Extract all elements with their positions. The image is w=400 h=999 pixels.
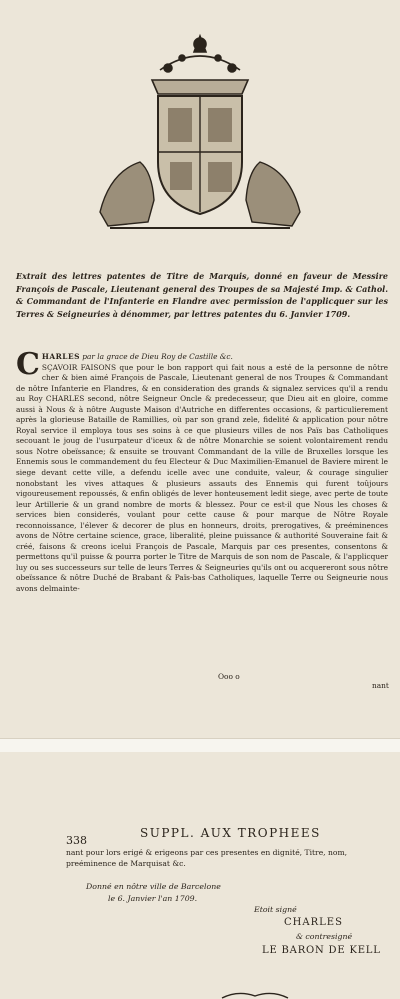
opening-name: HARLES (41, 352, 80, 361)
fleuron-ornament-icon (220, 990, 290, 999)
drop-capital: C (16, 347, 40, 382)
page-number: 338 (66, 834, 87, 847)
letters-patent-text (16, 347, 388, 595)
body-paragraph: SÇAVOIR FAISONS que pour le bon rapport qui fait nous a esté de la personne de nôtre cher & bien aimé François de Pascale, Lieutenant general de nos Troupes & Commandant de nôtre Infanterie en Flandres, & en consideration des grands & signalez services qu'il a rendu au Roy CHARLES second, nôtre Seigneur Oncle & predecesseur, que Dieu ait en gloire, comme aussi à Nous & à nôtre Auguste Maison d'Autriche en differentes occasions, & particulierement après la glorieuse Bataille de Ramillies, où par son grand zele, fidelité & application pour nôtre Royal service il employa tous ses soins à ce que plusieurs villes de nos Païs bas Catholiques secouant le joug de l'usurpateur d'iceux & de nôtre Monarchie se soient volontairement rendu sous Notre obeïssance; & ensuite se trouvant Commandant de la ville de Bruxelles lorsque les Ennemis sous le commandement du feu Electeur & Duc Maximilien-Emanuel de Baviere mirent le siege devant cette ville, a defendu icelle avec une conduite, valeur, & courage singulier nonobstant les vives attaques & plusieurs assauts des Ennemis qui furent toûjours vigoureusement repoussés, & enfin obligés de lever honteusement ledit siege, avec perte de toute leur Artillerie & un grand nombre de morts & blessez. Pour ce est-il que Nous les choses & services bien considerés, voulant pour cette cause & pour marque de Nôtre Royale reconnoissance, l'élever & decorer de plus en honneurs, droits, prerogatives, & preéminences avons de Nôtre certaine science, grace, liberalité, pleine puissance & authorité Souveraine fait & créé, faisons & creons icelui François de Pascale, Marquis par ces presentes, consentons & permettons qu'il puisse & pourra porter le Titre de Marquis de son nom de Pascale, & l'applicquer luy ou ses successeurs sur telle de leurs Terres & Seigneuries qu'ils ont ou acquereront sous nôtre obeïssance & nôtre Duché de Brabant & Païs-bas Catholiques, laquelle Terre ou Seigneurie nous avons delmainte- (16, 362, 388, 594)
signature-mark: Ooo o (218, 672, 240, 681)
countersigned-label: & contresigné (296, 932, 353, 941)
catchword: nant (372, 681, 389, 690)
date-line-2: le 6. Janvier l'an 1709. (108, 894, 198, 903)
running-head: SUPPL. AUX TROPHEES (140, 826, 321, 840)
countersigner-name: LE BARON DE KELL (262, 945, 381, 956)
book-page-2 (0, 752, 400, 999)
opening-title: par la grace de Dieu Roy de Castille &c. (79, 352, 233, 361)
coat-of-arms-icon (90, 22, 310, 232)
signed-label: Etoit signé (254, 905, 297, 914)
date-line-1: Donné en nôtre ville de Barcelone (86, 882, 221, 891)
signer-name: CHARLES (284, 917, 343, 928)
extract-heading: Extrait des lettres patentes de Titre de Marquis, donné en faveur de Messire François de Pascale, Lieutenant general des Troupes de sa Majesté Imp. & Cathol. & Commandant de l'Infanterie en Flandre avec permission de l'applicquer sur les Terres & Seigneuries à dénommer, par lettres patentes du 6. Janvier 1709. (16, 271, 388, 319)
continuation-text: nant pour lors erigé & erigeons par ces presentes en dignité, Titre, nom, preéminence de Marquisat &c. (66, 848, 348, 868)
